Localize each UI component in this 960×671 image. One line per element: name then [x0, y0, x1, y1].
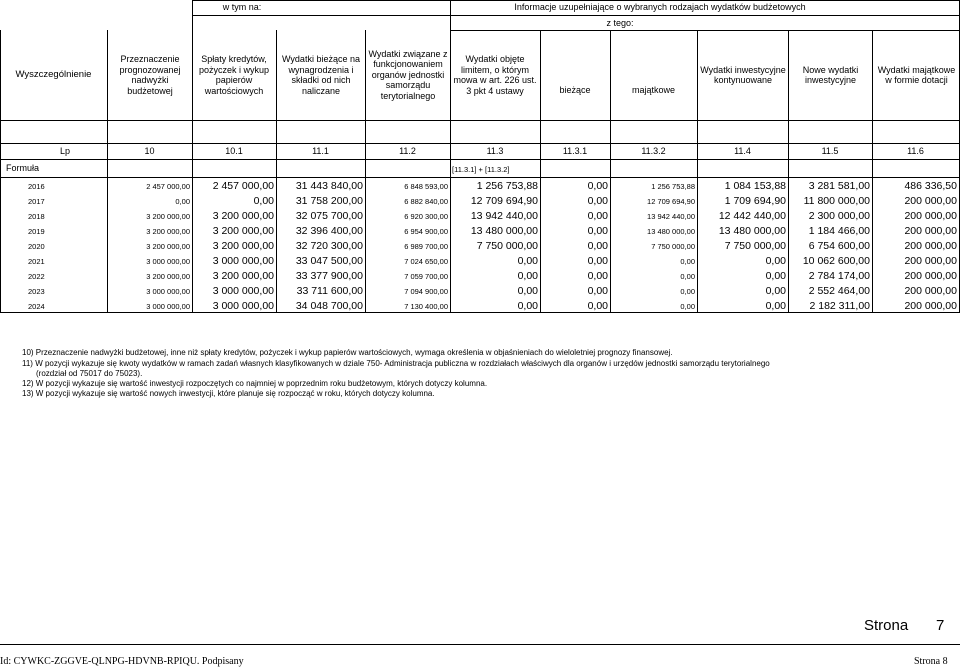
footnote-10: 10) Przeznaczenie nadwyżki budżetowej, inne niż spłaty kredytów, pożyczek i wykup papierów wartościowych, wymaga określenia w objaśnieniach do wieloletniej prognozy finansowej. [22, 348, 673, 357]
lp-11-2: 11.2 [399, 146, 416, 156]
table-cell: 7 094 900,00 [404, 287, 448, 296]
table-cell: 7 059 700,00 [404, 272, 448, 281]
row-year: 2021 [28, 257, 45, 266]
lp-11-3-2: 11.3.2 [641, 146, 666, 156]
col-header-11-6: Wydatki majątkowe w formie dotacji [877, 64, 956, 85]
table-cell: 34 048 700,00 [295, 300, 363, 312]
table-cell: 13 942 440,00 [647, 212, 695, 221]
table-cell: 10 062 600,00 [802, 255, 870, 267]
table-cell: 0,00 [765, 255, 786, 267]
table-cell: 6 754 600,00 [808, 240, 870, 252]
table-cell: 3 281 581,00 [808, 180, 870, 192]
table-cell: 2 552 464,00 [808, 285, 870, 297]
table-cell: 3 200 000,00 [212, 270, 274, 282]
table-cell: 0,00 [587, 270, 608, 282]
table-cell: 3 200 000,00 [146, 212, 190, 221]
table-cell: 32 720 300,00 [295, 240, 363, 252]
row-year: 2023 [28, 287, 45, 296]
table-cell: 1 084 153,88 [724, 180, 786, 192]
table-cell: 3 000 000,00 [212, 300, 274, 312]
table-cell: 33 377 900,00 [295, 270, 363, 282]
row-year: 2024 [28, 302, 45, 311]
formula-label: Formuła [6, 163, 40, 173]
table-cell: 7 750 000,00 [724, 240, 786, 252]
footer-page: Strona 8 [914, 656, 948, 667]
table-cell: 3 200 000,00 [212, 225, 274, 237]
table-cell: 0,00 [680, 302, 695, 311]
lp-label: Lp [59, 146, 70, 156]
table-cell: 11 800 000,00 [803, 195, 870, 207]
table-cell: 0,00 [587, 300, 608, 312]
lp-11-6: 11.6 [907, 146, 924, 156]
table-cell: 6 954 900,00 [404, 227, 448, 236]
table-cell: 7 024 650,00 [404, 257, 448, 266]
table-cell: 2 300 000,00 [808, 210, 870, 222]
row-year: 2016 [28, 182, 45, 191]
table-cell: 3 200 000,00 [212, 240, 274, 252]
page-footer-rule [0, 644, 960, 645]
table-cell: 200 000,00 [904, 270, 957, 282]
lp-10: 10 [144, 146, 155, 156]
row-year: 2018 [28, 212, 45, 221]
table-cell: 1 256 753,88 [476, 180, 538, 192]
table-cell: 13 480 000,00 [647, 227, 695, 236]
table-cell: 2 182 311,00 [809, 300, 870, 312]
table-cell: 12 442 440,00 [718, 210, 786, 222]
table-cell: 7 130 400,00 [404, 302, 448, 311]
table-cell: 0,00 [765, 285, 786, 297]
table-cell: 3 000 000,00 [146, 287, 190, 296]
table-cell: 1 709 694,90 [724, 195, 786, 207]
table-cell: 3 000 000,00 [212, 255, 274, 267]
table-cell: 32 075 700,00 [295, 210, 363, 222]
table-cell: 2 784 174,00 [808, 270, 870, 282]
row-year: 2019 [28, 227, 45, 236]
col-header-10-1: Spłaty kredytów, pożyczek i wykup papierów wartościowych [198, 54, 270, 96]
table-cell: 12 709 694,90 [647, 197, 695, 206]
formula-text: [11.3.1] + [11.3.2] [452, 165, 510, 174]
footnote-12: 12) W pozycji wykazuje się wartość inwestycji rozpoczętych co najmniej w poprzednim roku budżetowym, których dotyczy kolumna. [22, 379, 488, 388]
table-cell: 0,00 [517, 255, 538, 267]
table-cell: 7 750 000,00 [651, 242, 695, 251]
page-number: 7 [936, 617, 945, 634]
table-cell: 0,00 [517, 285, 538, 297]
table-cell: 6 920 300,00 [404, 212, 448, 221]
table-cell: 0,00 [680, 257, 695, 266]
col-header-11-3-2: majątkowe [631, 84, 676, 95]
col-header-11-3-1: bieżące [559, 84, 591, 95]
table-cell: 200 000,00 [904, 210, 957, 222]
table-cell: 0,00 [517, 300, 538, 312]
table-cell: 3 200 000,00 [146, 227, 190, 236]
table-cell: 3 200 000,00 [146, 242, 190, 251]
table-cell: 0,00 [765, 270, 786, 282]
table-cell: 31 443 840,00 [295, 180, 363, 192]
table-cell: 200 000,00 [904, 195, 957, 207]
table-cell: 200 000,00 [904, 225, 957, 237]
table-cell: 0,00 [587, 195, 608, 207]
table-cell: 6 882 840,00 [404, 197, 448, 206]
table-cell: 12 709 694,90 [470, 195, 538, 207]
lp-11-3-1: 11.3.1 [562, 146, 588, 156]
info-title: Informacje uzupełniające o wybranych rodzajach wydatków budżetowych [514, 2, 806, 12]
table-cell: 0,00 [175, 197, 190, 206]
table-cell: 0,00 [587, 255, 608, 267]
table-cell: 13 480 000,00 [470, 225, 538, 237]
table-cell: 2 457 000,00 [146, 182, 190, 191]
col-header-11-5: Nowe wydatki inwestycyjne [802, 64, 859, 85]
table-cell: 7 750 000,00 [476, 240, 538, 252]
table-cell: 3 000 000,00 [146, 257, 190, 266]
table-cell: 1 184 466,00 [808, 225, 870, 237]
table-cell: 0,00 [587, 225, 608, 237]
lp-11-5: 11.5 [821, 146, 839, 156]
table-cell: 486 336,50 [904, 180, 957, 192]
col-header-11-4: Wydatki inwestycyjne kontynuowane [700, 64, 786, 85]
table-cell: 3 000 000,00 [146, 302, 190, 311]
row-year: 2017 [28, 197, 45, 206]
table-cell: 200 000,00 [904, 300, 957, 312]
footnote-13: 13) W pozycji wykazuje się wartość nowych inwestycji, które planuje się rozpocząć w roku, których dotyczy kolumna. [22, 389, 435, 398]
table-cell: 0,00 [587, 240, 608, 252]
table-cell: 31 758 200,00 [295, 195, 363, 207]
table-cell: 0,00 [587, 210, 608, 222]
col-header-wyszczegolnienie: Wyszczególnienie [15, 68, 92, 80]
table-cell: 0,00 [587, 285, 608, 297]
table-cell: 3 200 000,00 [146, 272, 190, 281]
col-header-11-1: Wydatki bieżące na wynagrodzenia i składki od nich naliczane [282, 54, 360, 96]
table-cell: 200 000,00 [904, 285, 957, 297]
table-cell: 0,00 [680, 287, 695, 296]
col-header-11-3: Wydatki objęte limitem, o którym mowa w art. 226 ust. 3 pkt 4 ustawy [453, 54, 537, 96]
table-cell: 33 047 500,00 [295, 255, 363, 267]
document-id: Id: CYWKC-ZGGVE-QLNPG-HDVNB-RPIQU. Podpisany [0, 656, 244, 667]
table-cell: 200 000,00 [904, 255, 957, 267]
table-cell: 13 480 000,00 [718, 225, 786, 237]
lp-10-1: 10.1 [225, 146, 243, 156]
footnote-11-cont: (rozdział od 75017 do 75023). [36, 369, 143, 378]
table-cell: 6 848 593,00 [404, 182, 448, 191]
table-cell: 0,00 [680, 272, 695, 281]
table-cell: 13 942 440,00 [470, 210, 538, 222]
table-cell: 200 000,00 [904, 240, 957, 252]
table-cell: 33 711 600,00 [296, 285, 363, 297]
w-tym-na-label: w tym na: [222, 2, 262, 12]
footnote-11: 11) W pozycji wykazuje się kwoty wydatków w ramach zadań własnych klasyfikowanych w dziale 750- Administracja publiczna w rozdziałach właściwych dla organów i urzędów jednostki samorządu terytorialnego [22, 359, 770, 368]
z-tego-label: z tego: [606, 18, 634, 28]
col-header-10: Przeznaczenie prognozowanej nadwyżki budżetowej [119, 54, 181, 96]
table-cell: 0,00 [587, 180, 608, 192]
table-cell: 3 200 000,00 [212, 210, 274, 222]
table-cell: 6 989 700,00 [404, 242, 448, 251]
lp-11-3: 11.3 [486, 146, 504, 156]
page-strona-label: Strona [864, 617, 909, 634]
table-cell: 0,00 [765, 300, 786, 312]
lp-11-1: 11.1 [312, 146, 329, 156]
table-cell: 3 000 000,00 [212, 285, 274, 297]
table-cell: 0,00 [517, 270, 538, 282]
table-cell: 32 396 400,00 [295, 225, 363, 237]
table-cell: 1 256 753,88 [651, 182, 695, 191]
row-year: 2022 [28, 272, 45, 281]
lp-11-4: 11.4 [734, 146, 751, 156]
table-cell: 0,00 [253, 195, 274, 207]
col-header-11-2: Wydatki związane z funkcjonowaniem organów jednostki samorządu terytorialnego [368, 48, 448, 101]
table-cell: 2 457 000,00 [212, 180, 274, 192]
row-year: 2020 [28, 242, 45, 251]
